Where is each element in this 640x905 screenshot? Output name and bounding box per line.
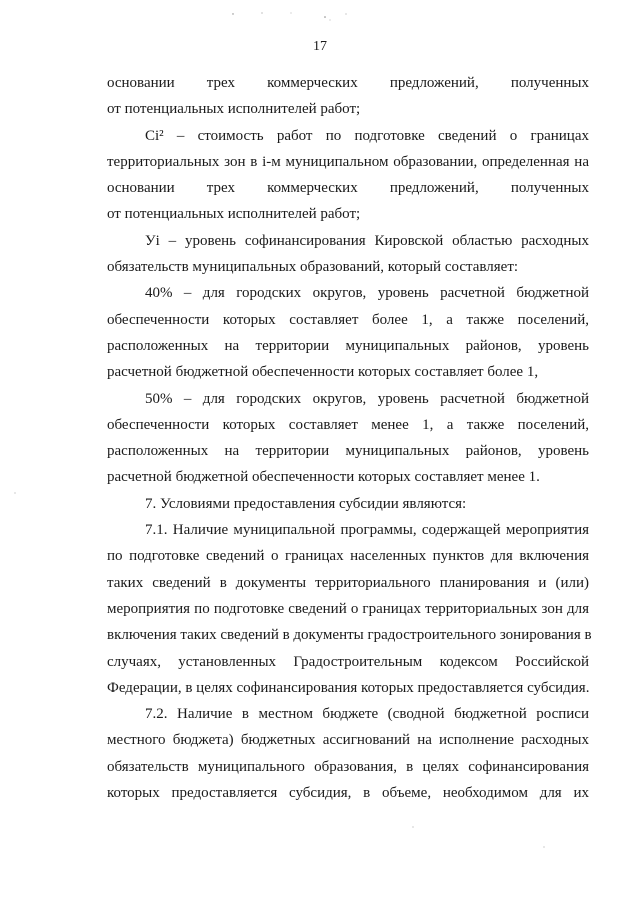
paragraph <box>107 701 589 806</box>
text-line: Уi – уровень софинансирования Кировской областью расходных <box>145 232 589 249</box>
paragraph <box>107 123 589 228</box>
text-line: от потенциальных исполнителей работ; <box>107 206 361 223</box>
document-body <box>107 70 592 806</box>
paragraph <box>107 386 589 491</box>
text-line: 40% – для городских округов, уровень расчетной бюджетной <box>145 285 589 302</box>
text-line: Федерации, в целях софинансирования которых предоставляется субсидия. <box>107 679 590 696</box>
paragraph <box>107 280 589 385</box>
text-line: Ci² – стоимость работ по подготовке сведений о границах <box>145 127 589 144</box>
text-line: расположенных на территории муниципальных районов, уровень <box>107 337 589 354</box>
text-line: расчетной бюджетной обеспеченности которых составляет более 1, <box>107 364 539 381</box>
page-number: 17 <box>313 39 327 54</box>
text-line: мероприятия по подготовке сведений о границах территориальных зон для <box>107 600 589 617</box>
text-line: случаях, установленных Градостроительным кодексом Российской <box>107 653 589 670</box>
text-line: обязательств муниципальных образований, который составляет: <box>107 259 519 276</box>
text-line: основании трех коммерческих предложений, полученных <box>107 75 589 91</box>
text-line: обеспеченности которых составляет менее 1, а также поселений, <box>107 416 589 433</box>
text-line: местного бюджета) бюджетных ассигнований на исполнение расходных <box>107 732 589 749</box>
text-line: от потенциальных исполнителей работ; <box>107 101 361 118</box>
text-line: расчетной бюджетной обеспеченности которых составляет менее 1. <box>107 469 540 486</box>
text-line: 7.1. Наличие муниципальной программы, содержащей мероприятия <box>145 522 589 539</box>
text-line: обязательств муниципального образования, в целях софинансирования <box>107 758 589 775</box>
text-line: 50% – для городских округов, уровень расчетной бюджетной <box>145 390 589 407</box>
paragraph <box>107 70 589 123</box>
paragraph <box>107 228 589 281</box>
paragraph <box>107 491 589 517</box>
text-line: таких сведений в документы территориального планирования и (или) <box>107 574 589 591</box>
text-line: обеспеченности которых составляет более 1, а также поселений, <box>107 311 589 328</box>
paragraph <box>107 517 592 701</box>
text-line: включения таких сведений в документы градостроительного зонирования в <box>107 627 592 644</box>
text-line: основании трех коммерческих предложений, полученных <box>107 180 589 197</box>
text-line: территориальных зон в i-м муниципальном образовании, определенная на <box>107 153 589 170</box>
text-line: 7. Условиями предоставления субсидии являются: <box>145 495 467 512</box>
text-line: 7.2. Наличие в местном бюджете (сводной бюджетной росписи <box>145 706 589 723</box>
text-line: которых предоставляется субсидия, в объеме, необходимом для их <box>107 785 589 802</box>
text-line: расположенных на территории муниципальных районов, уровень <box>107 443 589 460</box>
text-line: по подготовке сведений о границах населенных пунктов для включения <box>107 548 589 565</box>
